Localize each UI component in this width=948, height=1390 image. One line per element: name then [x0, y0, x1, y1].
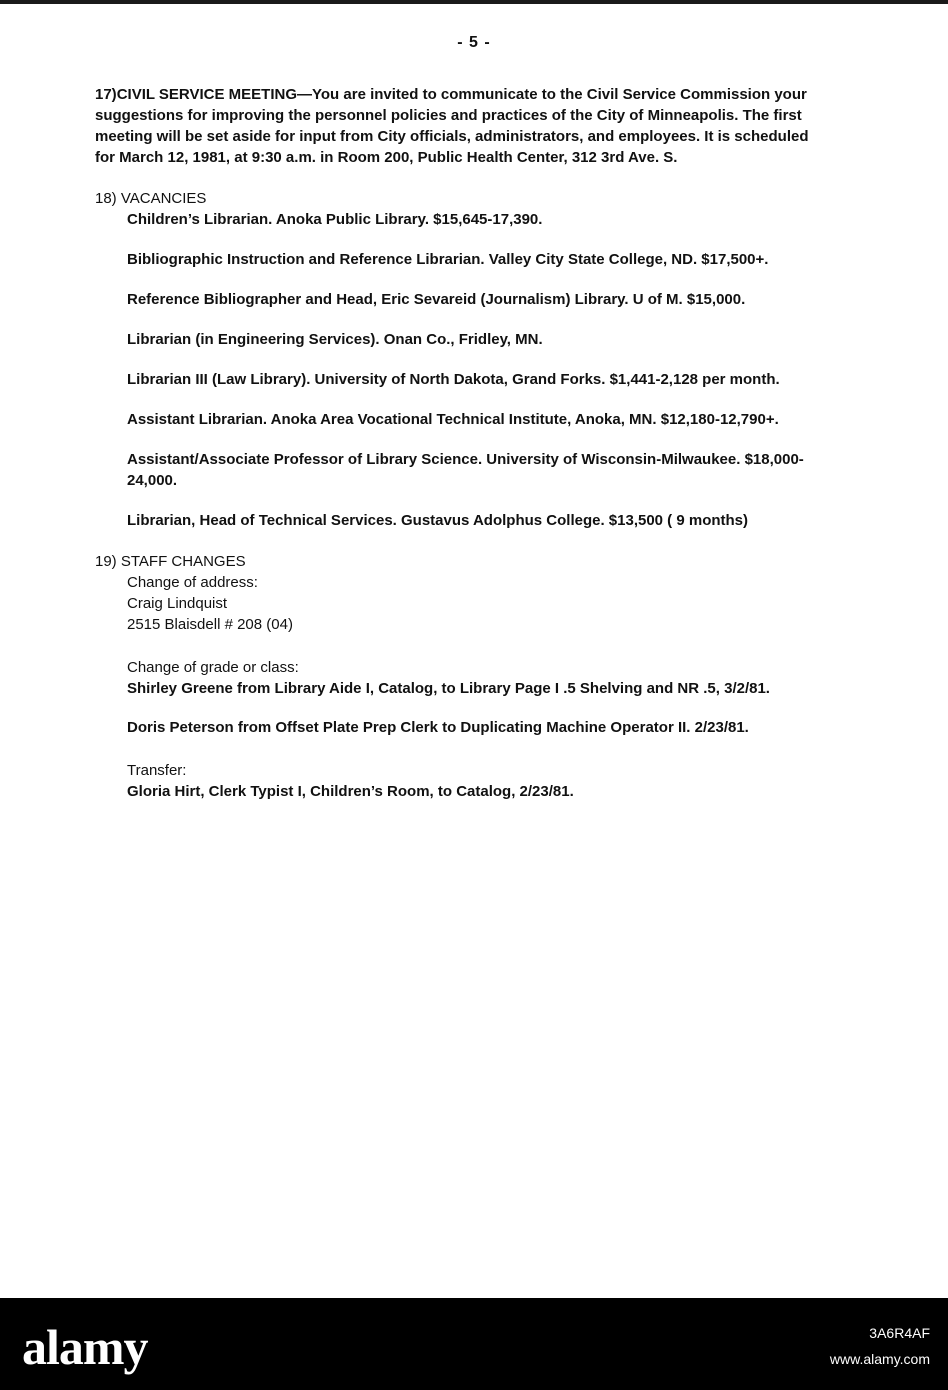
grade-label: Change of grade or class: [127, 659, 299, 676]
section-19-title: STAFF CHANGES [120, 553, 246, 570]
section-19-number: 19) [95, 553, 117, 570]
vacancy-item: Bibliographic Instruction and Reference Librarian. Valley City State College, ND. $17,500+. [127, 251, 769, 268]
vacancy-item: Assistant/Associate Professor of Library Science. University of Wisconsin-Milwaukee. $18,000-24,000. [127, 451, 804, 489]
top-border [0, 0, 948, 4]
address-name: Craig Lindquist [127, 595, 228, 612]
vacancy-item: Librarian III (Law Library). University of North Dakota, Grand Forks. $1,441-2,128 per month. [127, 371, 780, 388]
page-number: - 5 - [457, 34, 491, 51]
section-18-number: 18) [95, 190, 117, 207]
vacancy-item: Librarian (in Engineering Services). Onan Co., Fridley, MN. [127, 331, 543, 348]
watermark-logo: alamy [22, 1319, 148, 1375]
section-19-heading [95, 551, 815, 572]
change-of-address [127, 572, 815, 635]
grade-entry: Shirley Greene from Library Aide I, Catalog, to Library Page I .5 Shelving and NR .5, 3/2/81. [127, 680, 770, 697]
address-label: Change of address: [127, 574, 258, 591]
vacancy-item: Reference Bibliographer and Head, Eric Sevareid (Journalism) Library. U of M. $15,000. [127, 291, 746, 308]
document-body [95, 84, 815, 824]
vacancy-list [95, 209, 815, 531]
section-17-number: 17) [95, 86, 117, 103]
section-18 [95, 188, 815, 531]
vacancy-item: Children’s Librarian. Anoka Public Library. $15,645-17,390. [127, 211, 543, 228]
transfer-entry: Gloria Hirt, Clerk Typist I, Children’s Room, to Catalog, 2/23/81. [127, 783, 574, 800]
staff-changes [95, 572, 815, 802]
change-of-grade [127, 657, 815, 738]
address-line: 2515 Blaisdell # 208 (04) [127, 616, 293, 633]
section-19 [95, 551, 815, 802]
transfer [127, 760, 815, 802]
watermark-image-id: 3A6R4AF [869, 1325, 930, 1341]
section-18-heading [95, 188, 815, 209]
watermark-url: www.alamy.com [829, 1351, 930, 1367]
transfer-label: Transfer: [127, 762, 187, 779]
section-17-text: CIVIL SERVICE MEETING—You are invited to communicate to the Civil Service Commission your suggestions for improving the personnel policies and practices of the City of Minneapolis. The first meeting will be set aside for input from City officials, administrators, and employees. It is scheduled for March 12, 1981, at 9:30 a.m. in Room 200, Public Health Center, 312 3rd Ave. S. [95, 86, 809, 166]
vacancy-item: Assistant Librarian. Anoka Area Vocational Technical Institute, Anoka, MN. $12,180-12,790+. [127, 411, 779, 428]
section-17 [95, 84, 815, 168]
section-18-title: VACANCIES [120, 190, 207, 207]
vacancy-item: Librarian, Head of Technical Services. Gustavus Adolphus College. $13,500 ( 9 months) [127, 512, 749, 529]
section-17-paragraph [95, 84, 815, 168]
grade-entry: Doris Peterson from Offset Plate Prep Clerk to Duplicating Machine Operator II. 2/23/81. [127, 719, 749, 736]
